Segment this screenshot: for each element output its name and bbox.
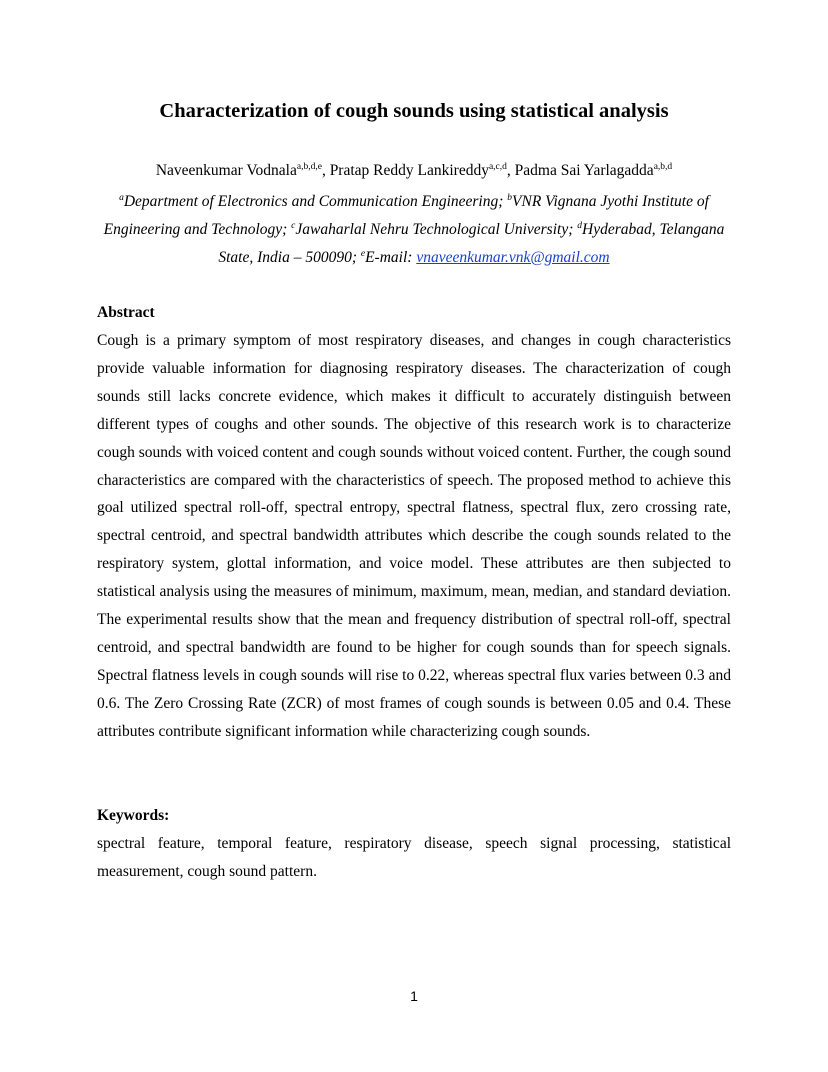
email-label: E-mail: (365, 249, 417, 266)
affiliation-mark-d: d (577, 221, 582, 231)
affiliations-block (90, 188, 738, 272)
affiliation-mark-c: c (291, 221, 296, 231)
affiliation-mark-b: b (507, 193, 513, 203)
affiliation-location: Hyderabad, Telangana State, India – 500090; (218, 221, 725, 266)
author-name: Pratap Reddy Lankireddy (329, 162, 489, 179)
page-number: 1 (410, 988, 418, 1004)
author-affiliation-marks: a,b,d,e (296, 162, 322, 172)
affiliation-university: Jawaharlal Nehru Technological University; (295, 221, 578, 238)
abstract-heading: Abstract (97, 304, 155, 321)
author-separator: , (321, 162, 330, 179)
author-separator: , (506, 162, 515, 179)
author-name: Naveenkumar Vodnala (155, 162, 297, 179)
author-list (0, 160, 828, 182)
affiliation-mark-e: e (360, 249, 366, 259)
author-name: Padma Sai Yarlagadda (514, 162, 654, 179)
affiliation-institute: VNR Vignana Jyothi Institute of Engineering and Technology; (103, 193, 709, 238)
keywords-body: spectral feature, temporal feature, respiratory disease, speech signal processing, statistical measurement, cough sound pattern. (97, 835, 731, 880)
author-affiliation-marks: a,c,d (488, 162, 507, 172)
keywords-heading: Keywords: (97, 807, 170, 824)
author-affiliation-marks: a,b,d (653, 162, 673, 172)
paper-title: Characterization of cough sounds using statistical analysis (159, 100, 669, 122)
affiliation-mark-a: a (119, 193, 124, 203)
email-link[interactable]: vnaveenkumar.vnk@gmail.com (416, 249, 610, 266)
abstract-body: Cough is a primary symptom of most respiratory diseases, and changes in cough characteristics provide valuable information for diagnosing respiratory diseases. The characterization of cough sounds still lacks concrete evidence, which makes it difficult to accurately distinguish between different types of coughs and other sounds. The objective of this research work is to characterize cough sounds with voiced content and cough sounds without voiced content. Further, the cough sound characteristics are compared with the characteristics of speech. The proposed method to achieve this goal utilized spectral roll-off, spectral entropy, spectral flatness, spectral flux, zero crossing rate, spectral centroid, and spectral bandwidth attributes which describe the cough sounds related to the respiratory system, glottal information, and voice model. These attributes are then subjected to statistical analysis using the measures of minimum, maximum, mean, median, and standard deviation. The experimental results show that the mean and frequency distribution of spectral roll-off, spectral centroid, and spectral bandwidth are found to be higher for cough sounds than for speech signals. Spectral flatness levels in cough sounds will rise to 0.22, whereas spectral flux varies between 0.3 and 0.6. The Zero Crossing Rate (ZCR) of most frames of cough sounds is between 0.05 and 0.4. These attributes contribute significant information while characterizing cough sounds. (97, 332, 731, 740)
affiliation-department: Department of Electronics and Communication Engineering; (123, 193, 508, 210)
